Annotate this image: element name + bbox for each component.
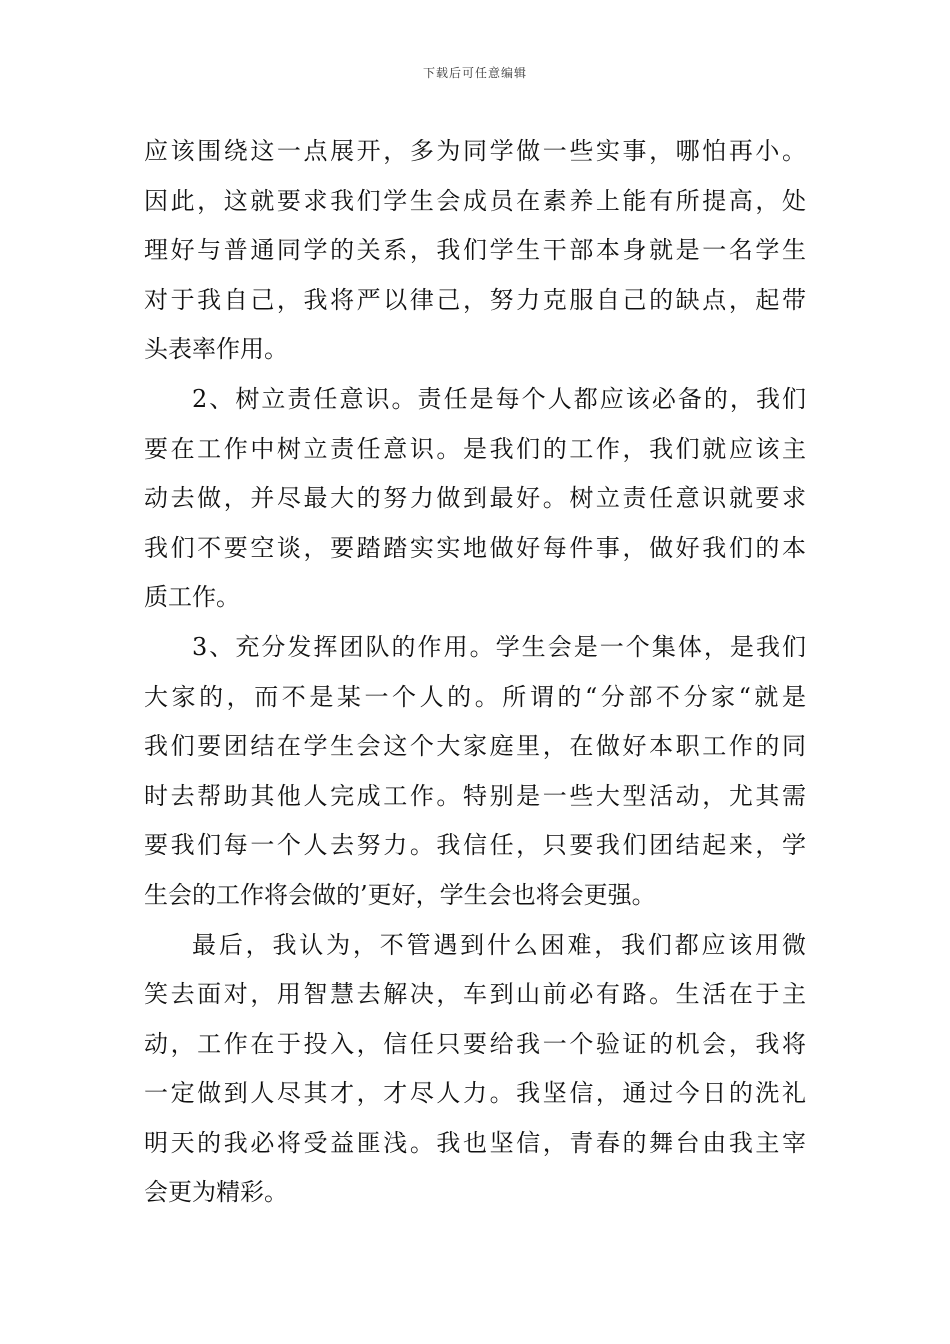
paragraph: [144, 921, 806, 1219]
text-line: 最后，我认为，不管遇到什么困难，我们都应该用微: [192, 930, 806, 959]
text-line: 时去帮助其他人完成工作。特别是一些大型活动，尤其需: [144, 781, 806, 810]
paragraph: [144, 127, 806, 375]
text-line: 笑去面对，用智慧去解决，车到山前必有路。生活在于主: [144, 980, 806, 1009]
text-line: 3、充分发挥团队的作用。学生会是一个集体，是我们: [192, 632, 806, 661]
text-line: 要我们每一个人去努力。我信任，只要我们团结起来，学: [144, 831, 806, 860]
text-line: 要在工作中树立责任意识。是我们的工作，我们就应该主: [144, 434, 806, 463]
text-line: 大家的，而不是某一个人的。所谓的“分部不分家“就是: [144, 682, 806, 711]
text-line: 应该围绕这一点展开，多为同学做一些实事，哪怕再小。: [144, 137, 806, 165]
text-line: 2、树立责任意识。责任是每个人都应该必备的，我们: [192, 384, 806, 413]
paragraph: [144, 375, 806, 623]
text-line: 因此，这就要求我们学生会成员在素养上能有所提高，处: [144, 186, 806, 215]
text-line: 我们要团结在学生会这个大家庭里，在做好本职工作的同: [144, 732, 806, 761]
text-line: 生会的工作将会做的’更好，学生会也将会更强。: [144, 880, 656, 909]
text-line: 一定做到人尽其才，才尽人力。我坚信，通过今日的洗礼: [144, 1079, 806, 1108]
document-body: [144, 127, 806, 1218]
text-line: 质工作。: [144, 583, 240, 612]
text-line: 明天的我必将受益匪浅。我也坚信，青春的舞台由我主宰: [144, 1128, 806, 1157]
text-line: 动，工作在于投入，信任只要给我一个验证的机会，我将: [144, 1029, 806, 1058]
page-header: 下载后可任意编辑: [422, 66, 527, 80]
text-line: 理好与普通同学的关系，我们学生干部本身就是一名学生: [144, 236, 806, 265]
text-line: 头表率作用。: [144, 335, 288, 364]
paragraph: [144, 623, 806, 921]
text-line: 对于我自己，我将严以律己，努力克服自己的缺点，起带: [144, 285, 806, 314]
text-line: 动去做，并尽最大的努力做到最好。树立责任意识就要求: [144, 484, 806, 513]
text-line: 我们不要空谈，要踏踏实实地做好每件事，做好我们的本: [144, 533, 806, 562]
text-line: 会更为精彩。: [144, 1178, 288, 1207]
